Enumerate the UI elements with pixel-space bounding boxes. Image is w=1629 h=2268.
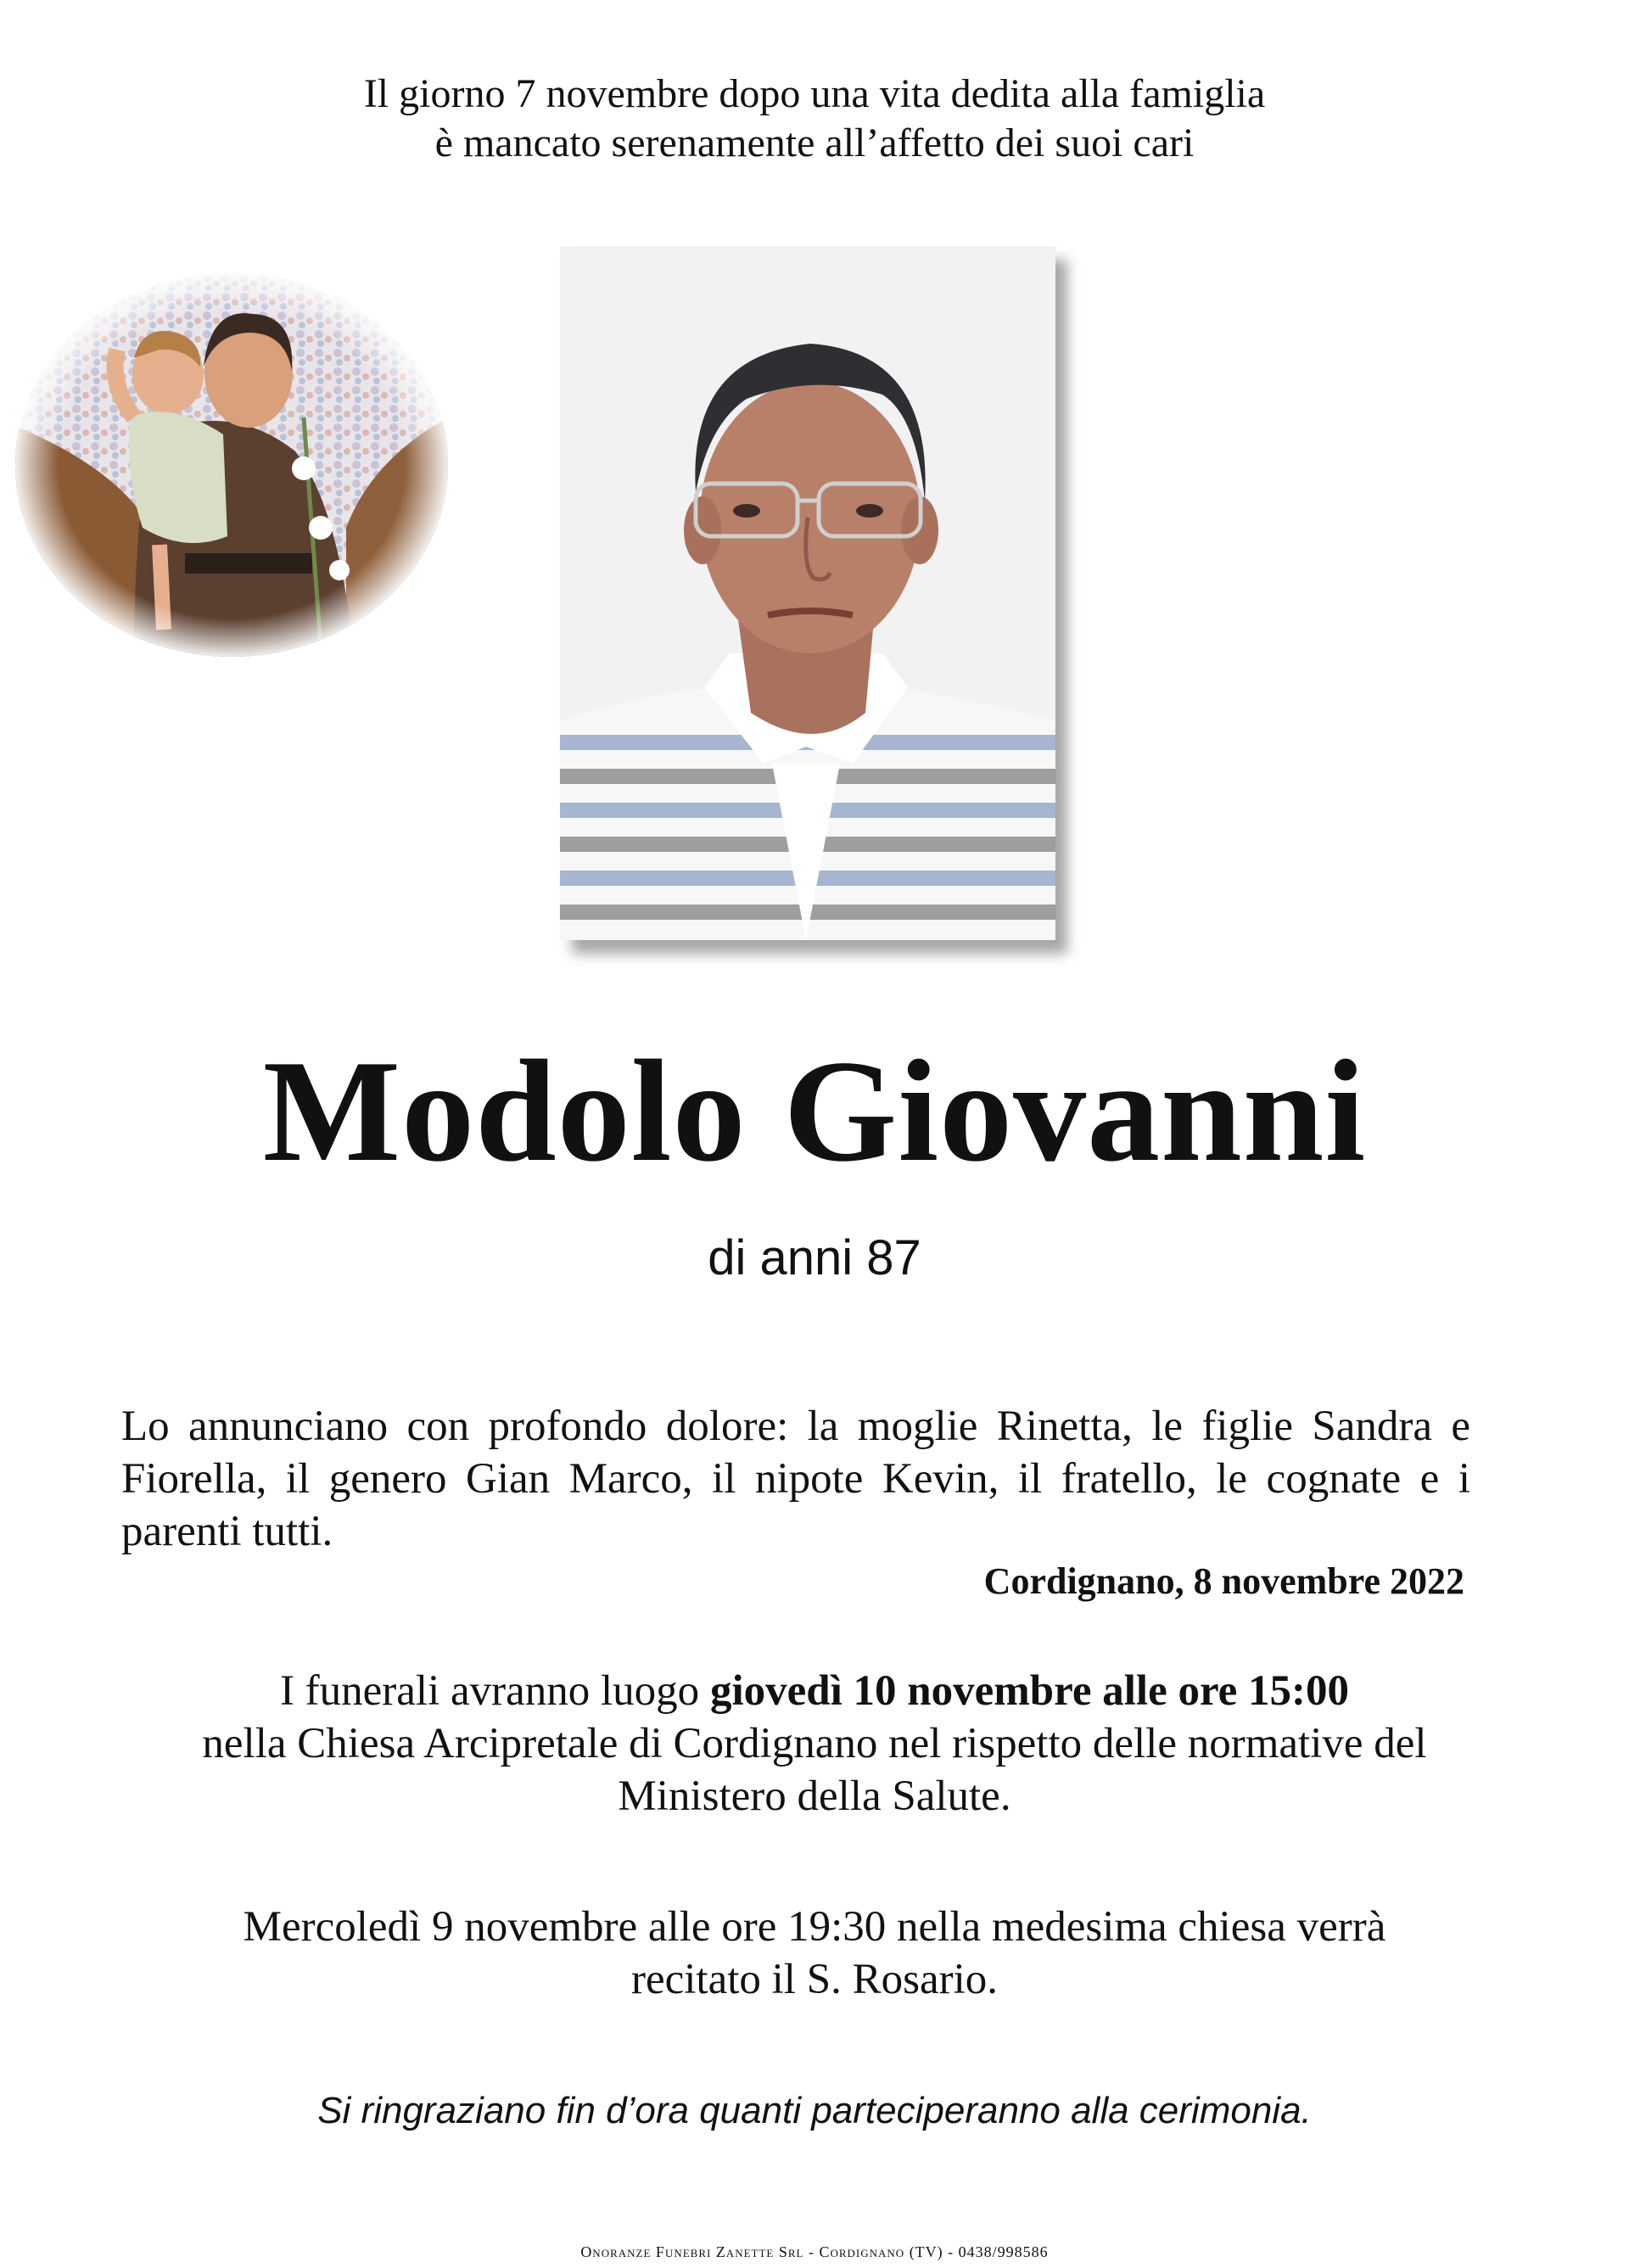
portrait-icon bbox=[560, 246, 1055, 940]
deceased-age: di anni 87 bbox=[708, 1230, 921, 1285]
funeral-info bbox=[0, 1665, 1629, 1823]
funeral-line-1 bbox=[0, 1665, 1629, 1717]
funeral-when: giovedì 10 novembre alle ore 15:00 bbox=[709, 1667, 1350, 1715]
funeral-intro: I funerali avranno luogo bbox=[279, 1667, 710, 1715]
rosary-info bbox=[0, 1901, 1629, 2006]
rosary-line-2: recitato il S. Rosario. bbox=[630, 1956, 998, 2003]
funeral-home-footer: Onoranze Funebri Zanette Srl - Cordignano (TV) - 0438/998586 bbox=[580, 2243, 1049, 2260]
thanks-text: Si ringraziano fin d’ora quanti parteciperanno alla cerimonia. bbox=[317, 2090, 1312, 2131]
intro-text bbox=[0, 70, 1629, 168]
intro-line-1: Il giorno 7 novembre dopo una vita dedita alla famiglia bbox=[363, 71, 1266, 116]
funeral-line-2: nella Chiesa Arcipretale di Cordignano nel rispetto delle normative del bbox=[202, 1720, 1427, 1767]
place-date: Cordignano, 8 novembre 2022 bbox=[983, 1560, 1464, 1602]
announcement-text: Lo annunciano con profondo dolore: la moglie Rinetta, le figlie Sandra e Fiorella, il genero Gian Marco, il nipote Kevin, il fratello, le cognate e i parenti tutti. bbox=[121, 1403, 1470, 1555]
deceased-name: Modolo Giovanni bbox=[262, 1031, 1367, 1192]
deceased-portrait-photo bbox=[560, 246, 1055, 940]
saint-with-child-image bbox=[15, 273, 448, 657]
intro-line-2: è mancato serenamente all’affetto dei suoi cari bbox=[434, 120, 1195, 165]
rosary-line-1: Mercoledì 9 novembre alle ore 19:30 nella medesima chiesa verrà bbox=[243, 1903, 1386, 1951]
saint-image-icon bbox=[15, 273, 448, 657]
funeral-line-3: Ministero della Salute. bbox=[618, 1772, 1011, 1820]
